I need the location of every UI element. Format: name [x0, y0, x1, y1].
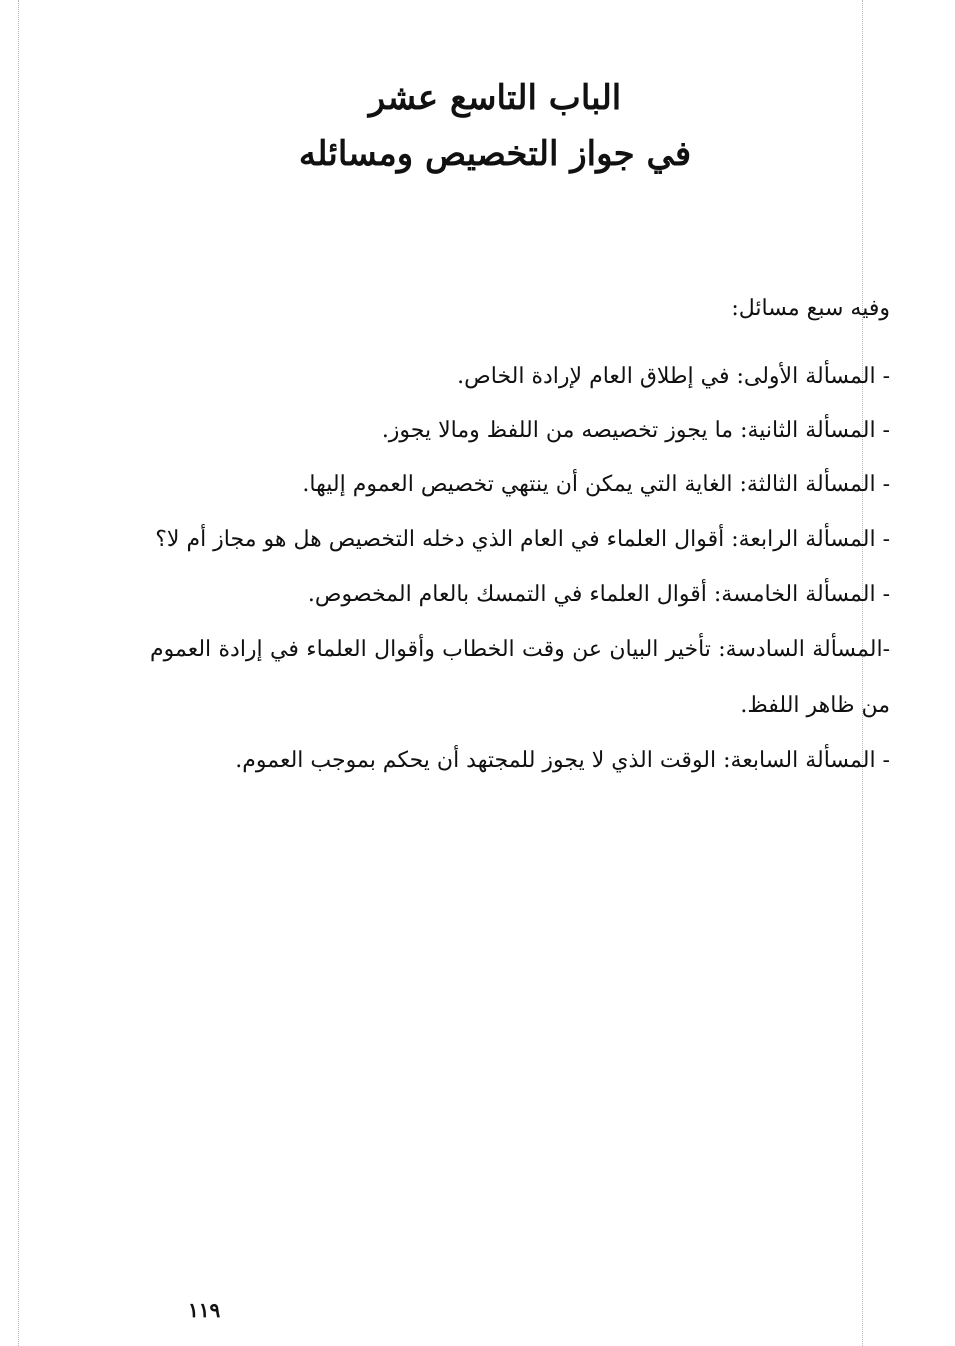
issue-item-3: - المسألة الثالثة: الغاية التي يمكن أن ينتهي تخصيص العموم إليها. [302, 472, 890, 497]
issue-item-4: - المسألة الرابعة: أقوال العلماء في العام الذي دخله التخصيص هل هو مجاز أم لا؟ [155, 527, 890, 552]
chapter-heading [150, 70, 840, 182]
intro-text: وفيه سبع مسائل: [731, 296, 890, 321]
issue-item-1: - المسألة الأولى: في إطلاق العام لإرادة الخاص. [457, 364, 890, 389]
issue-item-6: -المسألة السادسة: تأخير البيان عن وقت الخطاب وأقوال العلماء في إرادة العموم من ظاهر اللفظ. [150, 637, 890, 718]
chapter-subtitle: في جواز التخصيص ومسائله [298, 134, 692, 174]
scan-margin-line-left [18, 0, 19, 1346]
issue-item-5: - المسألة الخامسة: أقوال العلماء في التمسك بالعام المخصوص. [307, 582, 890, 607]
page-number: ١١٩ [188, 1298, 221, 1322]
document-page [150, 70, 890, 1310]
issue-item-2: - المسألة الثانية: ما يجوز تخصيصه من اللفظ ومالا يجوز. [381, 418, 890, 443]
issues-list [150, 350, 890, 788]
chapter-title: الباب التاسع عشر [368, 78, 622, 118]
issue-item-7: - المسألة السابعة: الوقت الذي لا يجوز للمجتهد أن يحكم بموجب العموم. [235, 748, 890, 773]
